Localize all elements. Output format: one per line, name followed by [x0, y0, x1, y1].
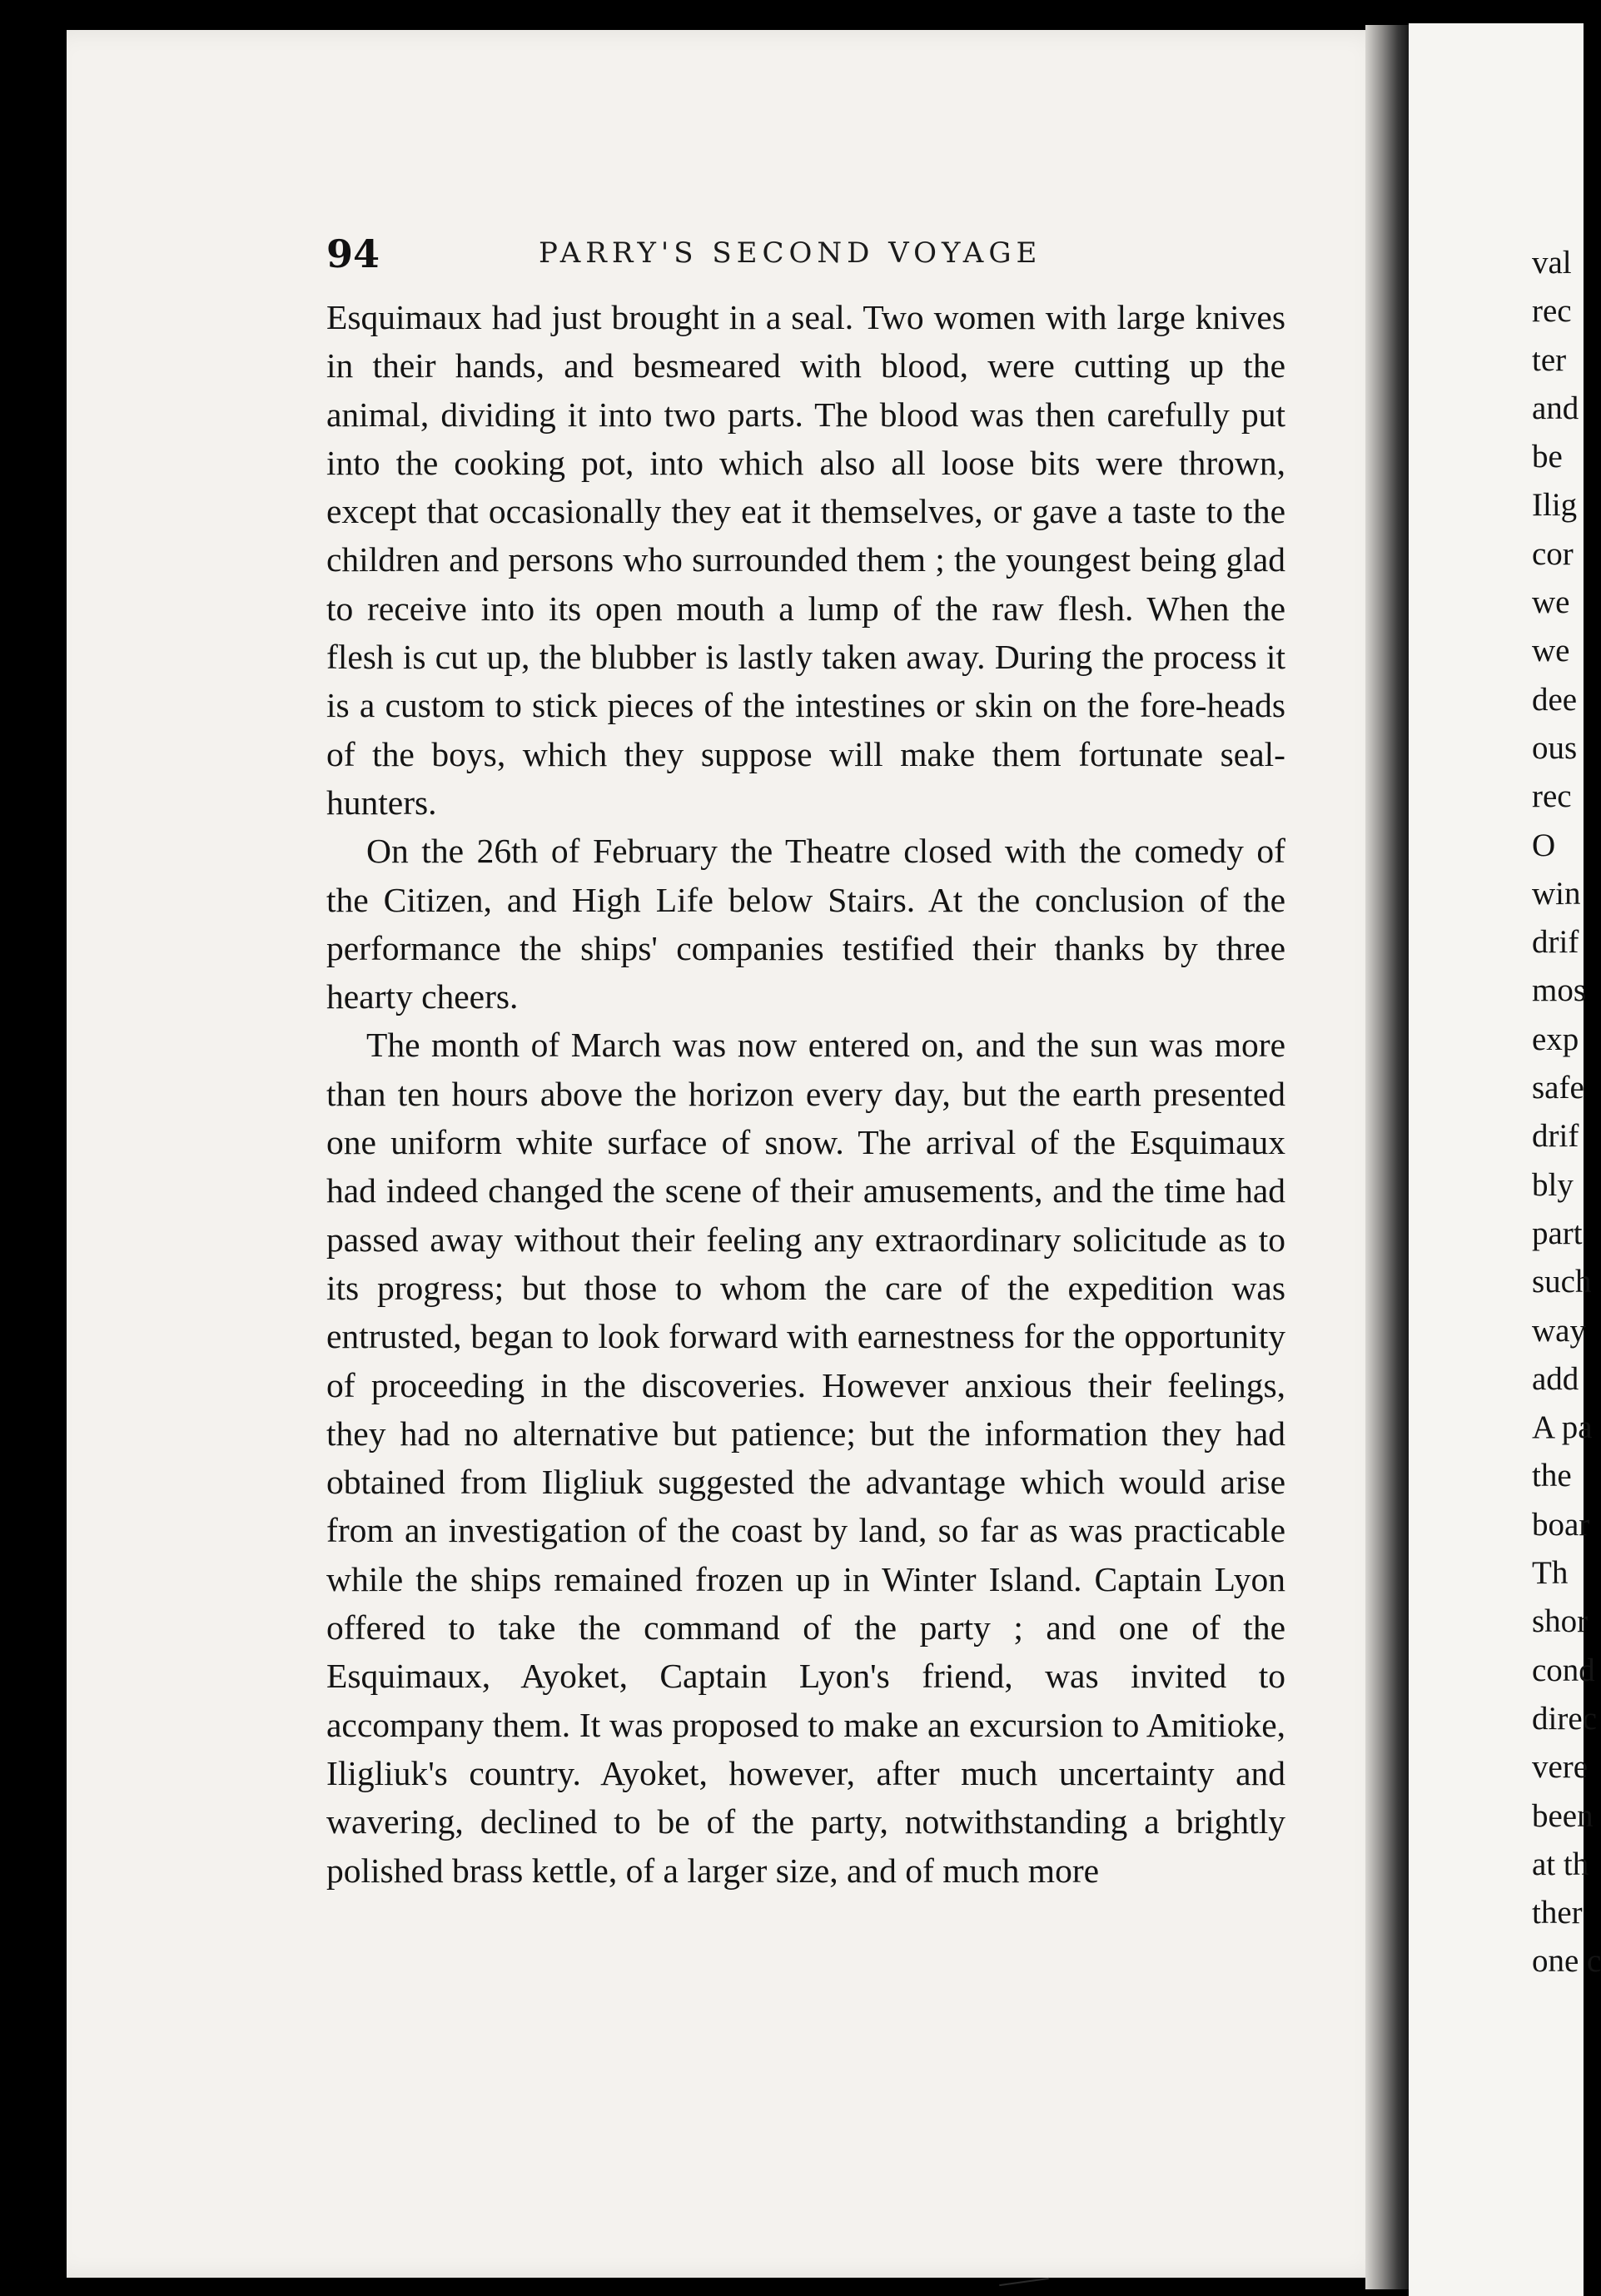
facing-page-line: bly: [1532, 1166, 1574, 1203]
facing-page-line: cor: [1532, 535, 1574, 572]
facing-page-line: ther: [1532, 1895, 1583, 1931]
facing-page-line: drif: [1532, 1118, 1579, 1155]
facing-page-line: part: [1532, 1215, 1583, 1251]
paragraph: Esquimaux had just brought in a seal. Two women with large knives in their hands, and besmeared with blood, were cutting up the animal, dividing it into two parts. The blood was then carefully put into the cooking pot, into which also all loose bits were thrown, except that occasionally they eat it themselves, or gave a taste to the children and persons who surrounded them ; the youngest being glad to receive into its open mouth a lump of the raw flesh. When the flesh is cut up, the blubber is lastly taken away. During the process it is a custom to stick pieces of the intestines or skin on the fore-heads of the boys, which they suppose will make them fortunate seal-hunters.: [326, 298, 1285, 822]
facing-page-line: Th: [1532, 1555, 1569, 1592]
facing-page-line: at th: [1532, 1846, 1589, 1882]
gutter-shadow: [1365, 25, 1409, 2289]
running-head: [326, 231, 1359, 286]
facing-page-line: ous: [1532, 729, 1578, 766]
facing-page-line: vere: [1532, 1749, 1589, 1786]
page-number: 94: [326, 231, 380, 276]
facing-page-line: dee: [1532, 681, 1578, 718]
facing-page-line: be: [1532, 439, 1563, 475]
facing-page-line: been: [1532, 1797, 1594, 1834]
facing-page-line: the: [1532, 1458, 1572, 1494]
facing-page-line: we: [1532, 633, 1570, 669]
running-title: PARRY'S SECOND VOYAGE: [539, 236, 1042, 270]
facing-page-line: add: [1532, 1360, 1579, 1397]
facing-page-line: exp: [1532, 1021, 1579, 1057]
facing-page-line: shor: [1532, 1603, 1589, 1640]
facing-page-line: drif: [1532, 924, 1579, 961]
facing-page-line: Ilig: [1532, 487, 1578, 524]
facing-page-line: and: [1532, 390, 1579, 426]
facing-page-line: safe: [1532, 1070, 1584, 1106]
facing-page-line: direc: [1532, 1700, 1597, 1737]
scan-artifact: [999, 2278, 1049, 2286]
facing-page-line: mos: [1532, 972, 1587, 1009]
facing-page-line: cond: [1532, 1652, 1595, 1688]
facing-page-line: one c: [1532, 1943, 1601, 1980]
facing-page-line: such: [1532, 1264, 1592, 1300]
paragraph: The month of March was now entered on, and the sun was more than ten hours above the horizon every day, but the earth presented one uniform white surface of snow. The arrival of the Esquimaux had indeed changed the scene of their amusements, and the time had passed away without their feeling any extraordinary solicitude as to its progress; but those to whom the care of the expedition was entrusted, began to look forward with earnestness for the opportunity of proceeding in the discoveries. However anxious their feelings, they had no alternative but patience; but the information they had obtained from Iligliuk suggested the advantage which would arise from an investigation of the coast by land, so far as was practicable while the ships remained frozen up in Winter Island. Captain Lyon offered to take the command of the party ; and one of the Esquimaux, Ayoket, Captain Lyon's friend, was invited to accompany them. It was proposed to make an excursion to Amitioke, Iligliuk's country. Ayoket, however, after much uncertainty and wavering, declined to be of the party, notwithstanding a brightly polished brass kettle, of a larger size, and of much more: [326, 1026, 1285, 1890]
body-text: [326, 293, 1285, 1895]
facing-page-line: win: [1532, 875, 1581, 912]
facing-page-line: val: [1532, 245, 1572, 281]
facing-page-line: ter: [1532, 341, 1567, 378]
facing-page-line: O: [1532, 827, 1556, 863]
facing-page-line: we: [1532, 584, 1570, 621]
facing-page-line: rec: [1532, 293, 1572, 330]
facing-page-line: boar: [1532, 1506, 1590, 1543]
facing-page-line: way: [1532, 1312, 1586, 1349]
facing-page-text: [1532, 239, 1601, 1986]
paragraph: On the 26th of February the Theatre closed with the comedy of the Citizen, and High Life below Stairs. At the conclusion of the performance the ships' companies testified their thanks by three hearty cheers.: [326, 832, 1285, 1016]
facing-page-line: A pa: [1532, 1409, 1593, 1446]
facing-page-line: rec: [1532, 778, 1572, 815]
